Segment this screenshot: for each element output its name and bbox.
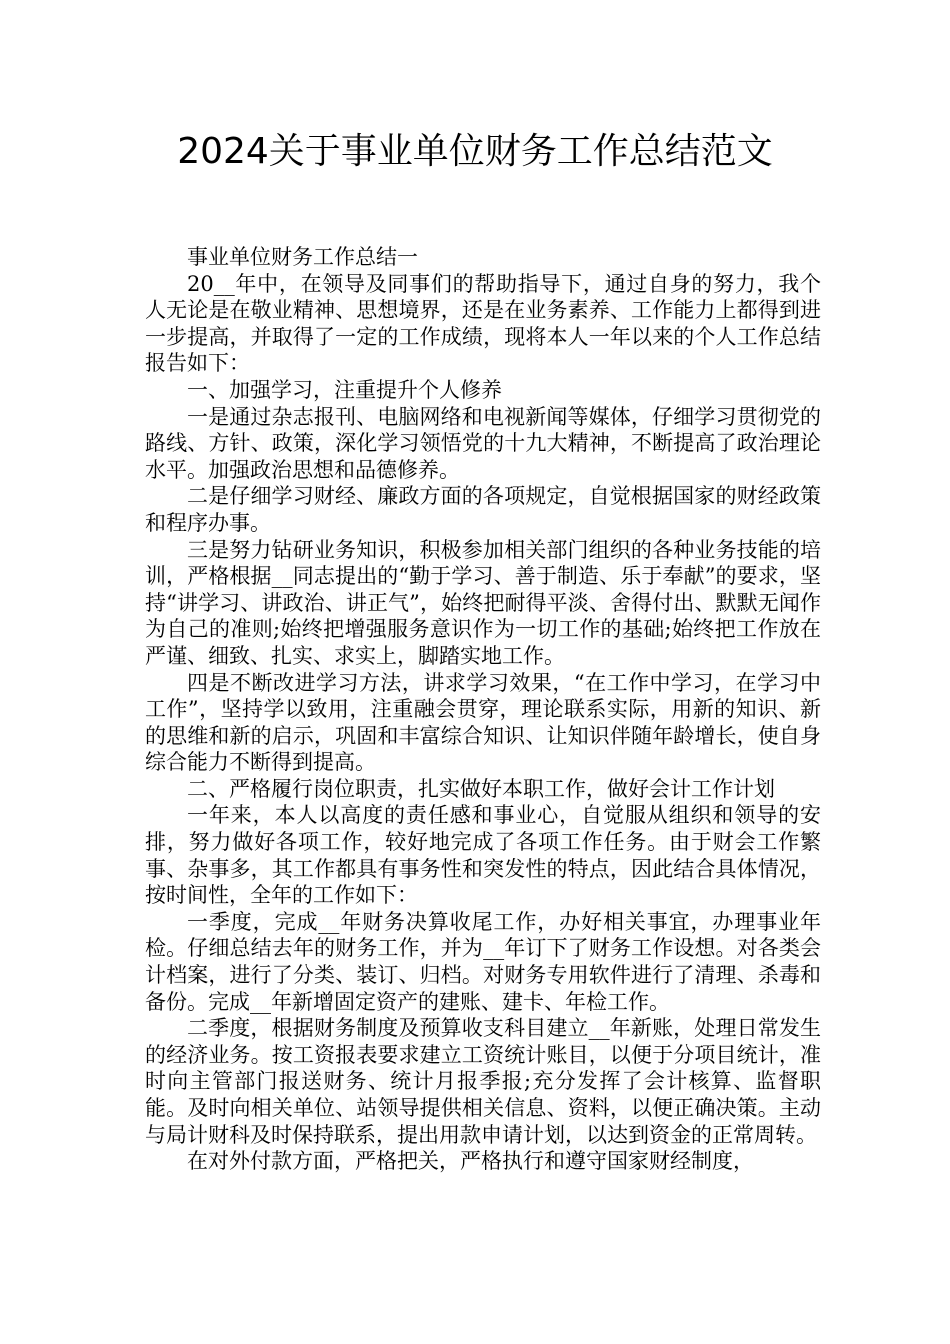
body-paragraph: 二是仔细学习财经、廉政方面的各项规定，自觉根据国家的财经政策和程序办事。 [145,484,821,535]
document-title: 2024关于事业单位财务工作总结范文 [177,131,773,172]
body-paragraph: 四是不断改进学习方法，讲求学习效果，“在工作中学习，在学习中工作”，坚持学以致用，注重融会贯穿，理论联系实际，用新的知识、新的思维和新的启示，巩固和丰富综合知识、让知识伴随年龄增长，使自身综合能力不断得到提高。 [145,670,821,775]
body-paragraph: 一是通过杂志报刊、电脑网络和电视新闻等媒体，仔细学习贯彻党的路线、方针、政策，深化学习领悟党的十九大精神，不断提高了政治理论水平。加强政治思想和品德修养。 [145,404,821,482]
body-paragraph: 在对外付款方面，严格把关，严格执行和遵守国家财经制度， [187,1149,754,1174]
section-heading: 二、严格履行岗位职责，扎实做好本职工作，做好会计工作计划 [187,776,775,801]
section-heading: 一、加强学习，注重提升个人修养 [187,377,502,402]
body-paragraph: 一季度，完成__年财务决算收尾工作，办好相关事宜，办理事业年检。仔细总结去年的财务工作，并为__年订下了财务工作设想。对各类会计档案，进行了分类、装订、归档。对财务专用软件进行了清理、杀毒和备份。完成__年新增固定资产的建账、建卡、年检工作。 [145,909,821,1014]
body-paragraph: 一年来，本人以高度的责任感和事业心，自觉服从组织和领导的安排，努力做好各项工作，较好地完成了各项工作任务。由于财会工作繁事、杂事多，其工作都具有事务性和突发性的特点，因此结合具体情况，按时间性，全年的工作如下： [145,803,821,908]
body-paragraph: 二季度，根据财务制度及预算收支科目建立__年新账，处理日常发生的经济业务。按工资报表要求建立工资统计账目，以便于分项目统计，准时向主管部门报送财务、统计月报季报;充分发挥了会计核算、监督职能。及时向相关单位、站领导提供相关信息、资料，以便正确决策。主动与局计财科及时保持联系，提出用款申请计划，以达到资金的正常周转。 [145,1016,821,1147]
body-paragraph: 20__年中，在领导及同事们的帮助指导下，通过自身的努力，我个人无论是在敬业精神、思想境界，还是在业务素养、工作能力上都得到进一步提高，并取得了一定的工作成绩，现将本人一年以来的个人工作总结报告如下： [145,271,821,376]
document-body [145,244,821,1175]
section-heading: 事业单位财务工作总结一 [187,245,418,269]
body-paragraph: 三是努力钻研业务知识，积极参加相关部门组织的各种业务技能的培训，严格根据__同志提出的“勤于学习、善于制造、乐于奉献”的要求，坚持“讲学习、讲政治、讲正气”，始终把耐得平淡、舍得付出、默默无闻作为自己的准则;始终把增强服务意识作为一切工作的基础;始终把工作放在严谨、细致、扎实、求实上，脚踏实地工作。 [145,537,821,668]
